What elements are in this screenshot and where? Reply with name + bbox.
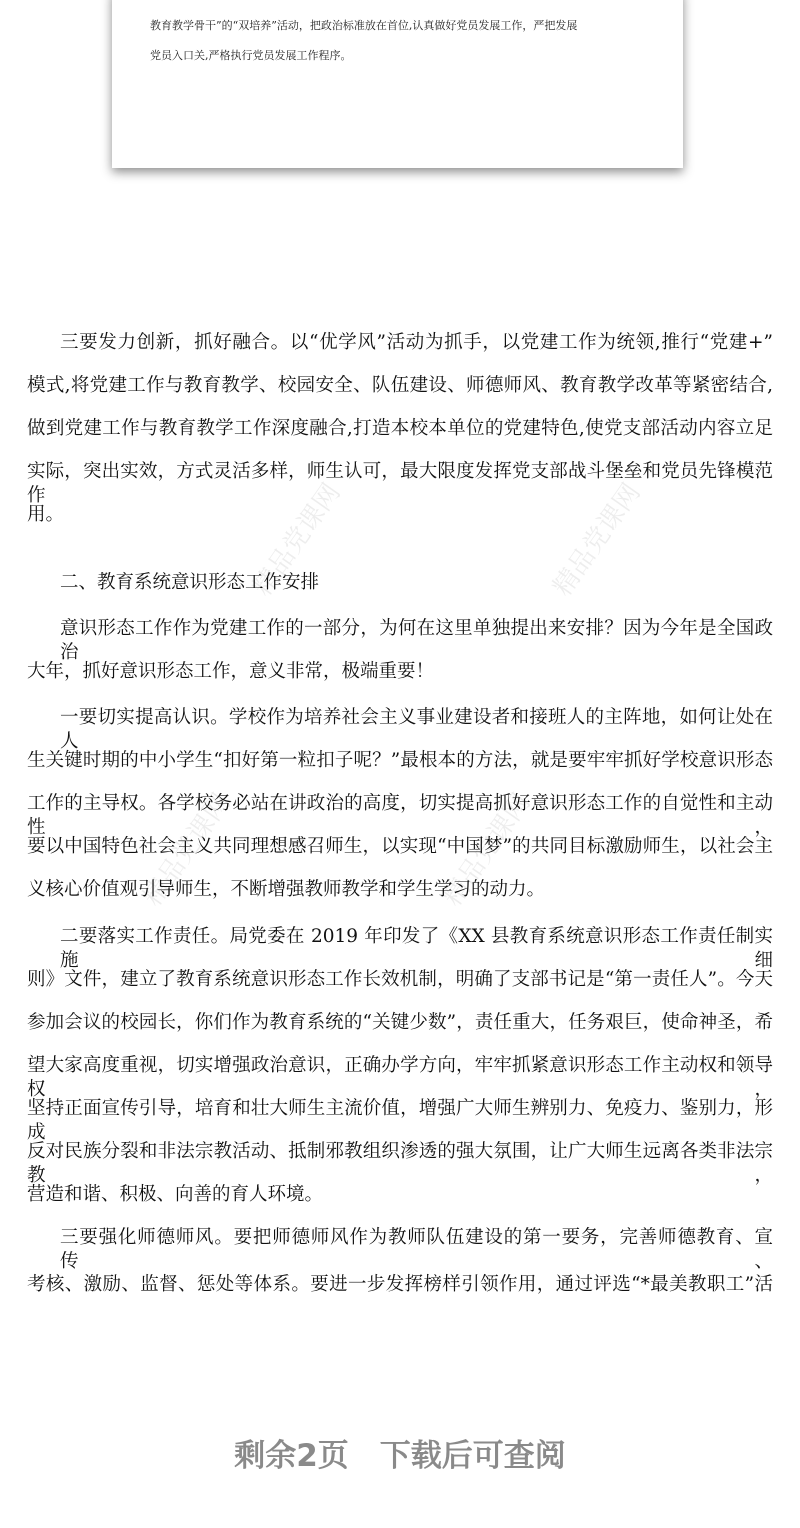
paragraph-line: 工作的主导权。各学校务必站在讲政治的高度，切实提高抓好意识形态工作的自觉性和主动性， — [27, 793, 773, 838]
paragraph-line: 参加会议的校园长，你们作为教育系统的“关键少数”，责任重大，任务艰巨，使命神圣，希 — [27, 1012, 773, 1033]
watermark: 精品党课网 — [437, 788, 537, 912]
paragraph-line: 三要发力创新，抓好融合。以“优学风”活动为抓手，以党建工作为统领,推行“党建+” — [60, 332, 773, 353]
paragraph-line: 要以中国特色社会主义共同理想感召师生，以实现“中国梦”的共同目标激励师生，以社会主 — [27, 836, 773, 857]
paragraph-line: 一要切实提高认识。学校作为培养社会主义事业建设者和接班人的主阵地，如何让处在人 — [60, 707, 773, 752]
paragraph-line: 实际，突出实效，方式灵活多样，师生认可，最大限度发挥党支部战斗堡垒和党员先锋模范作 — [27, 461, 773, 506]
paragraph-line: 二要落实工作责任。局党委在 2019 年印发了《XX 县教育系统意识形态工作责任制实施细 — [60, 926, 773, 971]
previous-page-card — [112, 0, 683, 168]
paragraph-line: 考核、激励、监督、惩处等体系。要进一步发挥榜样引领作用，通过评选“*最美教职工”活 — [27, 1274, 773, 1295]
watermark: 精品党课网 — [547, 478, 647, 602]
paragraph-line: 反对民族分裂和非法宗教活动、抵制邪教组织渗透的强大氛围，让广大师生远离各类非法宗教， — [27, 1141, 773, 1186]
watermark: 精品党课网 — [247, 478, 347, 602]
paragraph-line: 模式,将党建工作与教育教学、校园安全、队伍建设、师德师风、教育教学改革等紧密结合, — [27, 375, 773, 396]
paragraph-line: 用。 — [27, 504, 65, 525]
paragraph-line: 生关键时期的中小学生“扣好第一粒扣子呢？”最根本的方法，就是要牢牢抓好学校意识形态 — [27, 750, 773, 771]
paragraph-line: 大年，抓好意识形态工作，意义非常，极端重要！ — [27, 661, 435, 682]
watermark: 精品党课网 — [137, 788, 237, 912]
paragraph-line: 三要强化师德师风。要把师德师风作为教师队伍建设的第一要务，完善师德教育、宣传、 — [60, 1227, 773, 1272]
card-line: 党员入口关,严格执行党员发展工作程序。 — [150, 49, 352, 62]
paragraph-line: 望大家高度重视，切实增强政治意识，正确办学方向，牢牢抓紧意识形态工作主动权和领导权， — [27, 1055, 773, 1100]
paragraph-line: 意识形态工作作为党建工作的一部分，为何在这里单独提出来安排？因为今年是全国政治 — [60, 618, 773, 663]
paragraph-line: 营造和谐、积极、向善的育人环境。 — [27, 1184, 324, 1205]
paragraph-line: 坚持正面宣传引导，培育和壮大师生主流价值，增强广大师生辨别力、免疫力、鉴别力，形成 — [27, 1098, 773, 1143]
remaining-pages-notice[interactable]: 剩余2页 下载后可查阅 — [234, 1438, 566, 1474]
paragraph-line: 做到党建工作与教育教学工作深度融合,打造本校本单位的党建特色,使党支部活动内容立足 — [27, 418, 773, 439]
paragraph-line: 二、教育系统意识形态工作安排 — [60, 572, 320, 593]
paragraph-line: 义核心价值观引导师生，不断增强教师教学和学生学习的动力。 — [27, 879, 546, 900]
paragraph-line: 则》文件，建立了教育系统意识形态工作长效机制，明确了支部书记是“第一责任人”。今天 — [27, 969, 773, 990]
card-line: 教育教学骨干”的“双培养”活动，把政治标准放在首位,认真做好党员发展工作，严把发展 — [150, 19, 578, 32]
